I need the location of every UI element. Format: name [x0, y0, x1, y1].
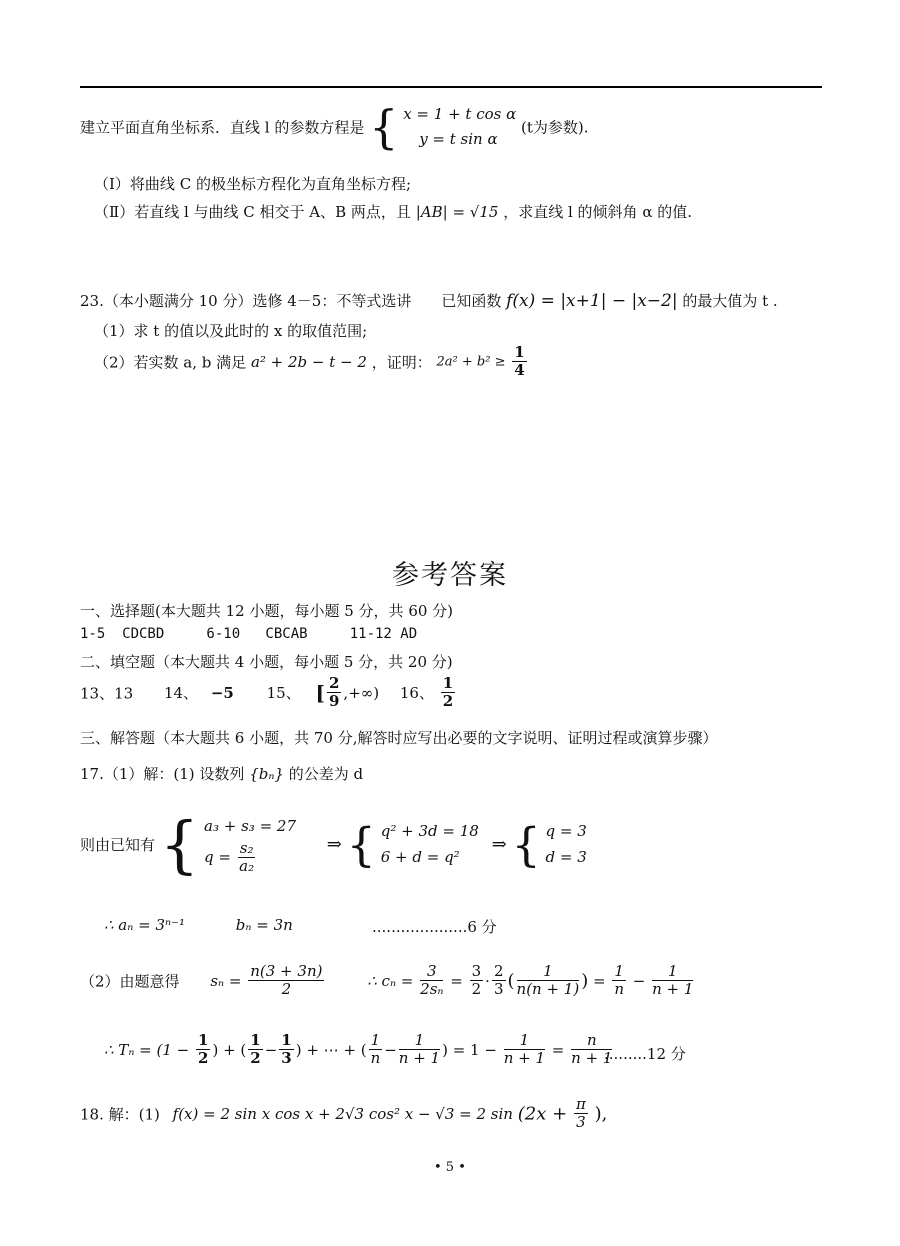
- q17-tn-f6-num: 1: [504, 1032, 545, 1050]
- q17-tn-minus2: −: [384, 1040, 397, 1059]
- fill-15-fraction: [327, 675, 341, 711]
- q23-head-line: [80, 290, 778, 311]
- q18-arg-den: 3: [576, 1113, 586, 1132]
- q17-known: 则由已知有: [80, 836, 156, 854]
- q17-tn-f1: [196, 1032, 210, 1068]
- sec1-answers: 1-5 CDCBD 6-10 CBCAB 11-12 AD: [80, 626, 418, 642]
- q17-tn-f7-den: n + 1: [571, 1049, 613, 1068]
- q17-tn-eq: =: [551, 1040, 565, 1059]
- q17-cn-dot: ·: [485, 971, 490, 990]
- q23-frac-num: 1: [514, 343, 525, 361]
- fill-15-rest: ,+∞): [343, 683, 380, 702]
- q17-tn-f2-num: 1: [250, 1031, 261, 1049]
- q17-cn-eq1: =: [450, 971, 463, 990]
- q23-head: 23.（本小题满分 10 分）选修 4－5：不等式选讲 已知函数: [80, 292, 502, 310]
- q22-intro-line: [80, 100, 589, 154]
- q17-cn-eq2: =: [593, 971, 606, 990]
- q18-head: 18. 解：(1): [80, 1105, 160, 1124]
- q17-tn-minus1: −: [264, 1040, 278, 1059]
- q17-sn-den: 2: [281, 980, 292, 999]
- q17-cn-f2-num: 3: [471, 962, 482, 980]
- fill-14-value: −5: [210, 683, 234, 702]
- q17-tn-line: [104, 1032, 614, 1068]
- q17-cn-f1: [420, 963, 443, 999]
- fill-16-label: 16、: [399, 684, 434, 703]
- q17-system-line: [80, 808, 587, 881]
- q17-tn-f2-den: 2: [250, 1049, 261, 1068]
- q17-tn-mid2: ) + ⋯ + (: [295, 1040, 367, 1059]
- fill-15-label: 15、: [266, 684, 301, 703]
- q17-cn-f5: [612, 963, 626, 999]
- q17-tn-f5: [399, 1032, 440, 1068]
- fill-answers: [80, 675, 457, 711]
- fill-15-den: 9: [328, 692, 340, 711]
- fill-14-label: 14、: [163, 684, 199, 703]
- q17-sys1-b-left: q =: [204, 847, 231, 866]
- q17-result-line: [104, 916, 293, 934]
- q23-part2-line: [94, 344, 529, 380]
- fill-16-fraction: [441, 675, 455, 711]
- q17-sys2-a: q² + 3d = 18: [380, 822, 479, 840]
- q17-brace1: {: [159, 808, 200, 881]
- q18-arg-num: π: [575, 1095, 586, 1113]
- q17-cn-f1-num: 3: [420, 963, 443, 981]
- q17-brace3: {: [511, 817, 541, 872]
- q17-cn-f5-den: n: [614, 980, 624, 999]
- q17-sys1-b: [204, 840, 296, 876]
- q17-cn-f4-den: n(n + 1): [516, 980, 580, 999]
- q18-line: [80, 1096, 607, 1132]
- q17-sys3-a: q = 3: [545, 822, 587, 840]
- q17-sn-frac: [248, 963, 324, 999]
- q18-arg-left: (2x +: [517, 1103, 568, 1125]
- sec1-head: 一、选择题(本大题共 12 小题，每小题 5 分，共 60 分): [80, 602, 454, 620]
- q17-tn-mid1: ) + (: [212, 1040, 247, 1059]
- q17-head-line: [80, 763, 363, 784]
- q17-sn-num: n(3 + 3n): [250, 962, 323, 980]
- q17-part2-label: （2）由题意得: [80, 972, 180, 991]
- q17-cn-paren-close: ): [581, 970, 589, 992]
- q17-tn-f7-num: n: [571, 1032, 612, 1050]
- q17-result-bn: bₙ = 3n: [235, 916, 293, 934]
- top-rule: [80, 86, 822, 88]
- q17-cn-left: ∴ cₙ =: [367, 971, 414, 990]
- q17-brace2: {: [346, 817, 376, 872]
- q17-result-an: ∴ aₙ = 3ⁿ⁻¹: [104, 916, 185, 934]
- q22-brace: {: [369, 100, 399, 154]
- q23-part2-b: ，证明：: [371, 353, 432, 372]
- q17-cn-f1-den: 2sₙ: [420, 980, 444, 999]
- q17-tn-f4-den: n: [370, 1049, 381, 1068]
- q22-intro: 建立平面直角坐标系．直线 l 的参数方程是: [80, 118, 365, 137]
- q17-sys1-frac: [238, 840, 256, 876]
- q17-sys1-den: a₂: [239, 856, 255, 875]
- q17-tn-f5-den: n + 1: [398, 1049, 441, 1068]
- q17-dots2: .........12 分: [604, 1045, 686, 1063]
- q18-expr: f(x) = 2 sin x cos x + 2√3 cos² x − √3 = 2 sin: [172, 1104, 513, 1123]
- q23-part2-ineq: 2a² + b² ≥: [436, 354, 506, 370]
- q17-tn-f3-num: 1: [281, 1031, 292, 1049]
- q22-param-eq2: y = t sin α: [419, 130, 498, 148]
- q17-sn-left: sₙ =: [210, 971, 242, 990]
- q17-tn-f1-den: 2: [198, 1049, 209, 1068]
- q17-system2: [381, 819, 479, 870]
- q17-cn-f6: [652, 963, 693, 999]
- q22-part2-expr: |AB| = √15: [415, 203, 499, 221]
- page-number: • 5 •: [434, 1160, 466, 1175]
- q17-arrow2: ⇒: [491, 834, 507, 855]
- q17-cn-f3-num: 2: [493, 962, 504, 980]
- q17-tn-f6-den: n + 1: [503, 1049, 546, 1068]
- q17-tn-f3: [279, 1032, 293, 1068]
- sec2-head: 二、填空题（本大题共 4 小题，每小题 5 分，共 20 分): [80, 653, 453, 671]
- sec3-head: 三、解答题（本大题共 6 小题，共 70 分,解答时应写出必要的文字说明、证明过程或演算步骤）: [80, 729, 718, 747]
- q17-cn-f3-den: 3: [493, 980, 504, 999]
- q17-tn-f6: [504, 1032, 545, 1068]
- q23-frac-den: 4: [514, 361, 525, 380]
- fill-13: 13、13: [80, 684, 134, 703]
- q17-arrow1: ⇒: [326, 834, 342, 855]
- fill-16-den: 2: [442, 692, 454, 711]
- q17-part2-line: [80, 963, 695, 999]
- q17-seq: {bₙ}: [249, 765, 284, 783]
- q17-tn-f3-den: 3: [281, 1049, 292, 1068]
- q22-part2-line: [94, 201, 692, 222]
- q17-cn-f6-den: n + 1: [652, 980, 694, 999]
- q18-arg-frac: [574, 1096, 588, 1132]
- q23-part1: （1）求 t 的值以及此时的 x 的取值范围;: [94, 322, 368, 340]
- q17-tn-f4-num: 1: [370, 1031, 381, 1049]
- q17-cn-minus: −: [632, 971, 646, 990]
- q17-head-end: 的公差为 d: [288, 765, 364, 783]
- q17-cn-f2-den: 2: [471, 980, 482, 999]
- q22-part2-b: ，求直线 l 的倾斜角 α 的值.: [503, 203, 692, 221]
- q17-head: 17.（1）解：(1) 设数列: [80, 765, 245, 783]
- q17-tn-f4: [369, 1032, 383, 1068]
- answers-title: 参考答案: [392, 560, 508, 591]
- q17-cn-f3: [492, 963, 506, 999]
- q17-tn-f2: [248, 1032, 262, 1068]
- q17-tn-f5-num: 1: [399, 1032, 440, 1050]
- fill-16-num: 1: [442, 674, 454, 692]
- q17-tn-f1-num: 1: [198, 1031, 209, 1049]
- q22-part2-a: （Ⅱ）若直线 l 与曲线 C 相交于 A、B 两点，且: [94, 203, 411, 221]
- q23-fraction: [512, 344, 526, 380]
- q22-param-eq1: x = 1 + t cos α: [403, 104, 517, 123]
- q17-tn-left: ∴ Tₙ = (1 −: [104, 1040, 190, 1059]
- q17-sys1-a: a₃ + s₃ = 27: [204, 817, 296, 835]
- q17-cn-f2: [470, 963, 484, 999]
- q23-func: f(x) = |x+1| − |x−2|: [506, 291, 678, 311]
- q17-cn-f4: [517, 963, 580, 999]
- q17-sys1-num: s₂: [239, 838, 254, 857]
- q17-cn-f4-num: 1: [517, 963, 580, 981]
- q17-cn-f6-num: 1: [652, 963, 693, 981]
- q22-part1: （Ⅰ）将曲线 C 的极坐标方程化为直角坐标方程;: [94, 175, 411, 193]
- q17-cn-f5-num: 1: [614, 962, 624, 980]
- q22-param-system: [403, 102, 516, 153]
- q18-arg-right: ),: [594, 1103, 608, 1125]
- q23-part2-a: （2）若实数 a, b 满足: [94, 353, 247, 372]
- fill-15-num: 2: [328, 674, 340, 692]
- q23-head-end: 的最大值为 t .: [682, 292, 778, 310]
- q17-sys2-b: 6 + d = q²: [380, 847, 460, 866]
- q17-system3: [546, 819, 587, 870]
- q17-sys3-b: d = 3: [545, 847, 587, 866]
- q17-dots1: ....................6 分: [372, 918, 497, 936]
- q17-cn-paren-open: (: [507, 970, 515, 992]
- q17-tn-mid3: ) = 1 −: [442, 1040, 497, 1059]
- fill-15-open: [: [315, 680, 325, 705]
- q23-part2-cond: a² + 2b − t − 2: [250, 352, 367, 371]
- q17-system1: [204, 814, 296, 875]
- q22-param-note: (t为参数).: [521, 118, 589, 137]
